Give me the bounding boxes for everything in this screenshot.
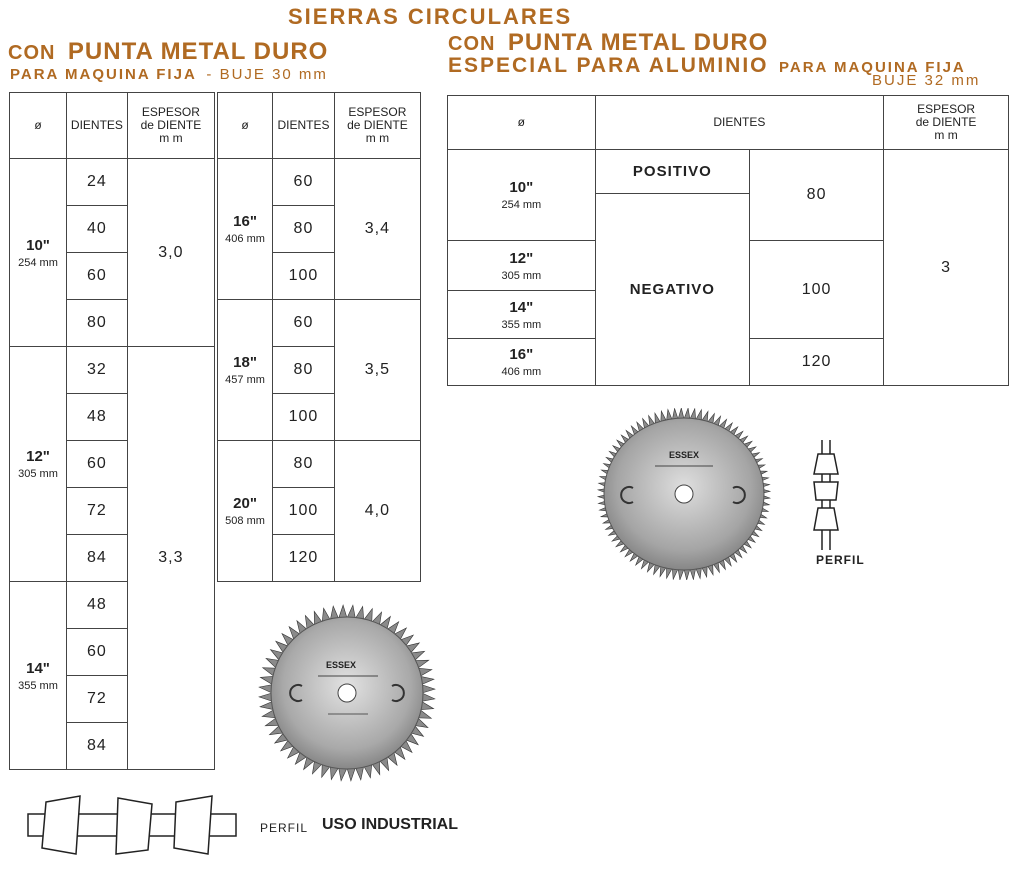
right-aluminio-text: ESPECIAL PARA ALUMINIO xyxy=(448,54,769,77)
diam-cell: 10" 254 mm xyxy=(448,150,596,241)
teeth-cell: 80 xyxy=(749,150,883,241)
saw-tooth xyxy=(422,693,435,701)
diam-cell: 12" 305 mm xyxy=(10,347,67,582)
thickness-cell: 3,4 xyxy=(334,159,420,300)
perfil-label-right: PERFIL xyxy=(816,553,865,567)
diam-cell: 14" 355 mm xyxy=(10,582,67,770)
thickness-header: ESPESOR de DIENTE m m xyxy=(334,93,420,159)
left-maquina-text: PARA MAQUINA FIJA xyxy=(10,66,197,83)
tooth-profile-horizontal-icon xyxy=(24,792,240,858)
left-punta-text: PUNTA METAL DURO xyxy=(67,38,329,65)
teeth-header: DIENTES xyxy=(67,93,128,159)
right-heading-line1 xyxy=(448,29,768,57)
saw-tooth xyxy=(347,605,355,618)
positivo-cell: POSITIVO xyxy=(595,150,749,194)
teeth-cell: 40 xyxy=(67,206,128,253)
teeth-cell: 72 xyxy=(67,676,128,723)
thickness-cell: 3 xyxy=(884,150,1009,386)
teeth-cell: 60 xyxy=(67,253,128,300)
uso-industrial-label: USO INDUSTRIAL xyxy=(322,816,458,833)
teeth-cell: 32 xyxy=(67,347,128,394)
diam-header: ø xyxy=(218,93,273,159)
thickness-cell: 3,3 xyxy=(127,347,214,770)
diam-header: ø xyxy=(10,93,67,159)
saw-tooth xyxy=(422,685,435,693)
saw-blade-large-image xyxy=(258,604,436,782)
blade-arbor-hole xyxy=(338,684,356,702)
teeth-cell: 48 xyxy=(67,582,128,629)
right-con-text: CON xyxy=(448,33,496,55)
left-heading-line1 xyxy=(8,38,328,66)
teeth-cell: 60 xyxy=(273,300,335,347)
teeth-cell: 80 xyxy=(273,206,335,253)
left-buje-text: - BUJE 30 mm xyxy=(206,66,328,83)
thickness-cell: 3,0 xyxy=(127,159,214,347)
saw-tooth xyxy=(259,685,272,693)
teeth-cell: 100 xyxy=(273,488,335,535)
saw-blade-aluminium-image xyxy=(593,408,775,580)
right-maquina-text: PARA MAQUINA FIJA xyxy=(778,59,966,76)
teeth-header: DIENTES xyxy=(595,96,884,150)
diam-header: ø xyxy=(448,96,596,150)
thickness-header: ESPESOR de DIENTE m m xyxy=(127,93,214,159)
teeth-cell: 100 xyxy=(273,394,335,441)
diam-cell: 14" 355 mm xyxy=(448,291,596,339)
teeth-cell: 84 xyxy=(67,723,128,770)
diam-cell: 16" 406 mm xyxy=(218,159,273,300)
main-title: SIERRAS CIRCULARES xyxy=(288,4,573,29)
left-heading-line2 xyxy=(10,66,328,83)
saw-tooth xyxy=(339,605,347,618)
teeth-cell: 48 xyxy=(67,394,128,441)
saw-tooth xyxy=(259,693,272,701)
teeth-cell: 84 xyxy=(67,535,128,582)
diam-cell: 20" 508 mm xyxy=(218,441,273,582)
table-middle xyxy=(217,92,421,582)
right-punta-text: PUNTA METAL DURO xyxy=(507,29,769,56)
teeth-cell: 72 xyxy=(67,488,128,535)
diam-cell: 10" 254 mm xyxy=(10,159,67,347)
thickness-header: ESPESOR de DIENTE m m xyxy=(884,96,1009,150)
teeth-cell: 100 xyxy=(273,253,335,300)
tooth-profile-vertical-icon xyxy=(808,440,844,550)
saw-tooth xyxy=(347,768,355,781)
blade-brand-text: ESSEX xyxy=(669,450,700,460)
diam-cell: 18" 457 mm xyxy=(218,300,273,441)
table-right xyxy=(447,95,1009,386)
teeth-cell: 60 xyxy=(67,629,128,676)
teeth-cell: 80 xyxy=(67,300,128,347)
teeth-cell: 80 xyxy=(273,347,335,394)
saw-tooth xyxy=(339,768,347,781)
diam-cell: 12" 305 mm xyxy=(448,241,596,291)
teeth-cell: 120 xyxy=(273,535,335,582)
diam-cell: 16" 406 mm xyxy=(448,339,596,386)
teeth-cell: 60 xyxy=(273,159,335,206)
teeth-cell: 60 xyxy=(67,441,128,488)
teeth-cell: 120 xyxy=(749,339,883,386)
negativo-cell: NEGATIVO xyxy=(595,194,749,386)
thickness-cell: 3,5 xyxy=(334,300,420,441)
thickness-cell: 4,0 xyxy=(334,441,420,582)
right-buje-text: BUJE 32 mm xyxy=(872,72,981,89)
blade-arbor-hole xyxy=(675,485,693,503)
blade-brand-text: ESSEX xyxy=(326,660,357,670)
perfil-label-bottom: PERFIL xyxy=(260,821,309,835)
left-con-text: CON xyxy=(8,42,56,64)
teeth-cell: 80 xyxy=(273,441,335,488)
teeth-cell: 24 xyxy=(67,159,128,206)
table-left xyxy=(9,92,215,770)
teeth-header: DIENTES xyxy=(273,93,335,159)
teeth-cell: 100 xyxy=(749,241,883,339)
